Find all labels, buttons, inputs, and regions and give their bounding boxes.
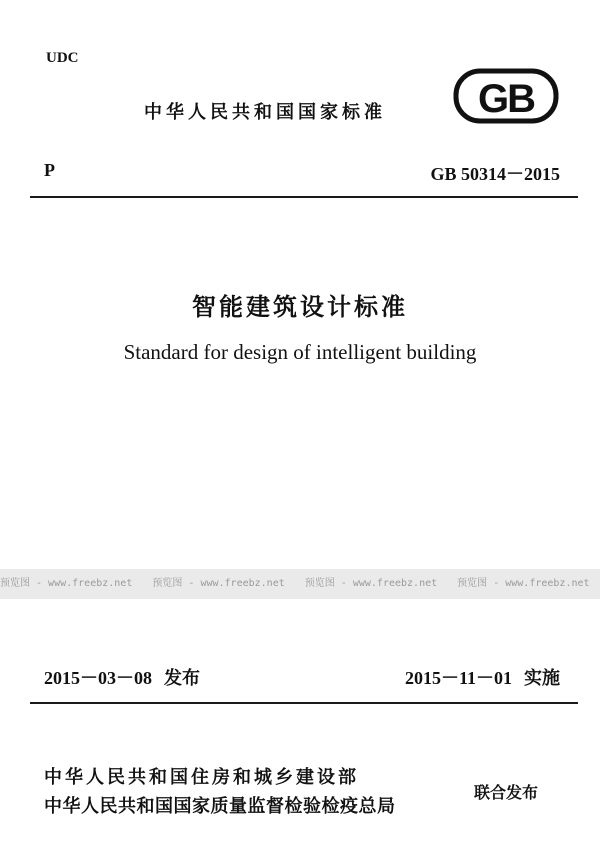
effective-date-block <box>405 664 560 690</box>
classification-code: P <box>44 160 55 180</box>
national-standard-heading: 中华人民共和国国家标准 <box>144 102 386 123</box>
publisher-aqsiq: 中华人民共和国国家质量监督检验检疫总局 <box>44 796 396 817</box>
gb-logo-text: GB <box>478 77 534 121</box>
issue-date-block <box>44 664 200 690</box>
title-chinese: 智能建筑设计标准 <box>192 293 408 321</box>
effective-date: 2015－11－01 <box>404 668 512 688</box>
watermark-banner <box>0 569 600 599</box>
title-english: Standard for design of intelligent building <box>123 340 477 364</box>
issue-label: 发布 <box>164 668 200 689</box>
watermark-text: 预览图 - www.freebz.net <box>0 578 133 589</box>
watermark-text: 预览图 - www.freebz.net <box>457 578 590 589</box>
watermark-text: 预览图 - www.freebz.net <box>304 578 438 589</box>
publisher-ministry: 中华人民共和国住房和城乡建设部 <box>44 767 359 788</box>
effective-label: 实施 <box>524 668 560 689</box>
gb-logo <box>453 68 559 124</box>
watermark-text: 预览图 - www.freebz.net <box>152 578 285 589</box>
joint-release-label: 联合发布 <box>474 783 539 802</box>
header-divider <box>30 196 578 198</box>
footer-divider <box>30 702 578 704</box>
standard-number: GB 50314－2015 <box>430 164 560 184</box>
udc-label: UDC <box>46 50 79 66</box>
issue-date: 2015－03－08 <box>44 668 152 688</box>
